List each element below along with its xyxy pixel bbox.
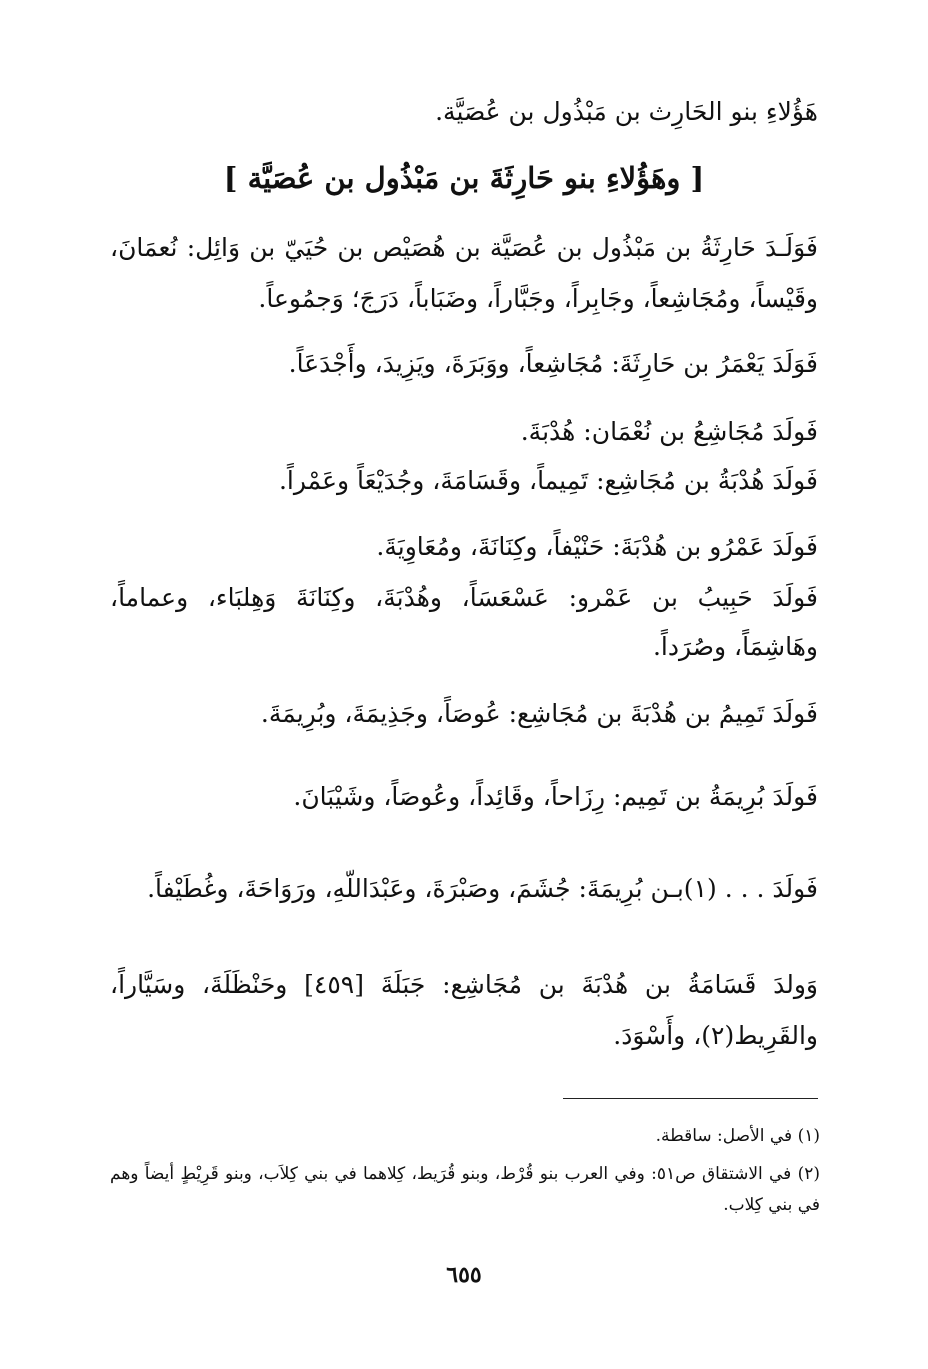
paragraph-5: فَولَدَ عَمْرُو بن هُدْبَةَ: حَنْيْفاً، وكِنَانَةَ، ومُعَاوِيَةَ. bbox=[376, 532, 818, 561]
paragraph-7: فَولَدَ تَمِيمُ بن هُدْبَةَ بن مُجَاشِع: عُوصَاً، وجَذِيمَةَ، وبُرِيمَةَ. bbox=[260, 699, 818, 728]
intro-line: هَؤُلاءِ بنو الحَارِث بن مَبْذُول بن عُصَيَّة. bbox=[435, 97, 818, 126]
paragraph-8: فَولَدَ بُرِيمَةُ بن تَمِيم: رِزَاحاً، وقَائِداً، وعُوصَاً، وشَيْبَانَ. bbox=[293, 782, 818, 811]
footnote-2-line-2: في بني كِلاب. bbox=[723, 1195, 820, 1215]
page-number: ٦٥٥ bbox=[446, 1262, 482, 1288]
paragraph-3: فَولَدَ مُجَاشِعُ بن نُعْمَان: هُدْبَةَ. bbox=[520, 417, 818, 446]
paragraph-6-line-1: فَولَدَ حَبِيبُ بن عَمْرو: عَسْعَسَاً، وهُدْبَةَ، وكِنَانَةَ وَهِلبَاء، وعماماً، bbox=[110, 583, 818, 612]
section-heading: [ وهَؤُلاءِ بنو حَارِثَةَ بن مَبْذُول بن عُصَيَّة ] bbox=[223, 161, 705, 195]
paragraph-10-line-1: وَولدَ قَسَامَةُ بن هُدْبَةَ بن مُجَاشِع: جَبَلَةَ [٤٥٩] وحَنْظَلَةَ، وسَيَّاراً، bbox=[110, 970, 818, 999]
paragraph-9: فَولَدَ . . . (١)بـن بُرِيمَةَ: جُشَمَ، وصَبْرَةَ، وعَبْدَاللّهِ، ورَوَاحَةَ، وغُطَيْفاً. bbox=[147, 874, 818, 903]
paragraph-6-line-2: وهَاشِمَاً، وصُرَداً. bbox=[652, 632, 818, 661]
paragraph-4: فَولَدَ هُدْبَةُ بن مُجَاشِع: تَمِيماً، وقَسَامَةَ، وجُدَيْعَاً وعَمْراً. bbox=[278, 466, 818, 495]
paragraph-2: فَوَلَدَ يَعْمَرُ بن حَارِثَةَ: مُجَاشِعاً، ووَبَرَةَ، ويَزِيدَ، وأَجْدَعَاً. bbox=[288, 349, 818, 378]
paragraph-10-line-2: والقَرِيط(٢)، وأَسْوَدَ. bbox=[613, 1021, 818, 1050]
footnote-2-line-1: (٢) في الاشتقاق ص٥١: وفي العرب بنو قُرْط، وبنو قُرَيط، كِلاهما في بني كِلاَب، وبنو قَرِيْطٍ أيضاً وهم bbox=[110, 1164, 820, 1184]
footnote-separator bbox=[563, 1098, 818, 1099]
paragraph-1-line-2: وقَيْساً، ومُجَاشِعاً، وجَابِراً، وجَبَّاراً، وضَبَاباً، دَرَجَ؛ وَجمُوعاً. bbox=[258, 284, 818, 313]
footnote-1: (١) في الأصل: ساقطة. bbox=[655, 1126, 820, 1146]
paragraph-1-line-1: فَوَلَـدَ حَارِثَةُ بن مَبْذُول بن عُصَيَّة بن هُصَيْص بن حُيَيّ بن وَائِل: نُعمَانَ، bbox=[110, 233, 818, 262]
